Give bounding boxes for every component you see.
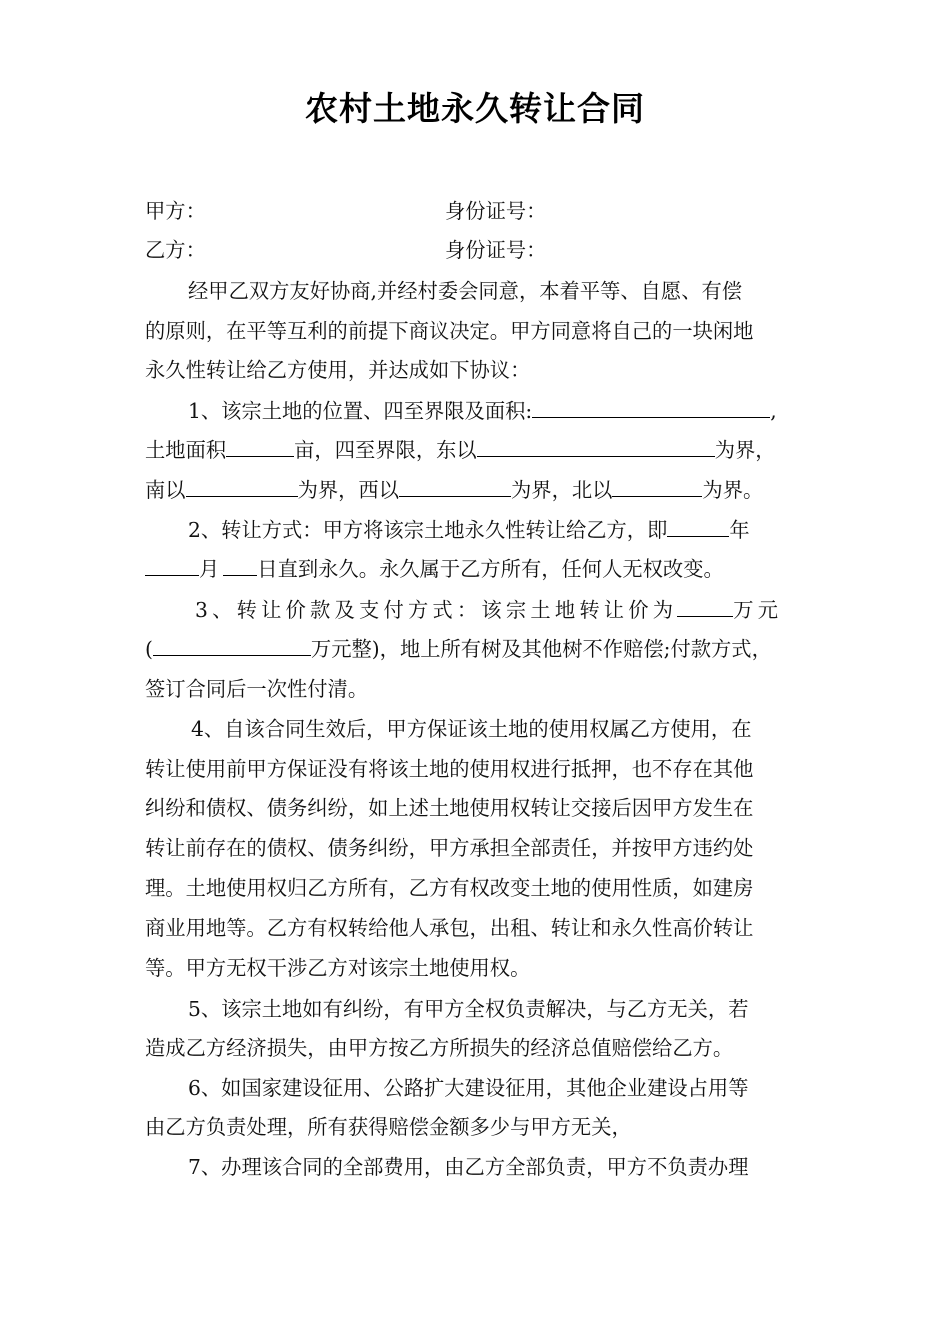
location-blank bbox=[532, 397, 770, 418]
price-words-blank bbox=[153, 635, 311, 656]
clause-4-line: 转让使用前甲方保证没有将该土地的使用权进行抵押，也不存在其他 bbox=[145, 757, 754, 781]
clause-5-line: 5、该宗土地如有纠纷，有甲方全权负责解决，与乙方无关，若 bbox=[188, 997, 749, 1021]
party-b-row bbox=[145, 235, 825, 265]
clause-3-line bbox=[195, 595, 875, 625]
clause-2-text: 2、转让方式：甲方将该宗土地永久性转让给乙方，即 bbox=[188, 518, 668, 542]
clause-3-rest: 万元整)，地上所有树及其他树不作赔偿;付款方式， bbox=[310, 637, 772, 661]
west-blank bbox=[399, 476, 511, 497]
clause-4-line: 纠纷和债权、债务纠纷，如上述土地使用权转让交接后因甲方发生在 bbox=[145, 796, 754, 820]
party-a-label: 甲方： bbox=[145, 199, 206, 223]
clause-4-line: 商业用地等。乙方有权转给他人承包，出租、转让和永久性高价转让 bbox=[145, 916, 754, 940]
intro-line: 永久性转让给乙方使用，并达成如下协议： bbox=[145, 358, 531, 382]
party-a-row bbox=[145, 196, 825, 226]
clause-3-text: 3、转让价款及支付方式：该宗土地转让价为 bbox=[195, 598, 678, 622]
intro-line: 经甲乙双方友好协商,并经村委会同意，本着平等、自愿、有偿 bbox=[188, 279, 743, 303]
clause-4-line: 4、自该合同生效后，甲方保证该土地的使用权属乙方使用，在 bbox=[191, 717, 752, 741]
clause-1-line bbox=[188, 396, 868, 426]
clause-1-line bbox=[145, 435, 825, 465]
south-blank bbox=[186, 476, 298, 497]
clause-2-line bbox=[145, 554, 825, 584]
party-b-id-label: 身份证号： bbox=[445, 238, 547, 262]
clause-3-line: 签订合同后一次性付清。 bbox=[145, 677, 369, 701]
west-label: 为界，西以 bbox=[297, 478, 399, 502]
price-unit: 万元 bbox=[733, 598, 783, 622]
clause-2-rest: 日直到永久。永久属于乙方所有，任何人无权改变。 bbox=[257, 557, 724, 581]
north-label: 为界，北以 bbox=[511, 478, 613, 502]
party-a-id-label: 身份证号： bbox=[445, 199, 547, 223]
north-blank bbox=[612, 476, 702, 497]
clause-4-line: 转让前存在的债权、债务纠纷，甲方承担全部责任，并按甲方违约处 bbox=[145, 836, 754, 860]
paren-open: ( bbox=[145, 637, 153, 661]
clause-1-end: 为界。 bbox=[702, 478, 764, 502]
price-blank bbox=[677, 596, 733, 617]
clause-1-comma: , bbox=[770, 399, 777, 423]
clause-6-line: 6、如国家建设征用、公路扩大建设征用，其他企业建设占用等 bbox=[188, 1076, 749, 1100]
month-blank bbox=[145, 555, 199, 576]
east-blank bbox=[477, 436, 715, 457]
document-title: 农村土地永久转让合同 bbox=[305, 89, 645, 128]
clause-4-line: 理。土地使用权归乙方所有，乙方有权改变土地的使用性质，如建房 bbox=[145, 876, 754, 900]
party-b-label: 乙方： bbox=[145, 238, 206, 262]
area-blank bbox=[226, 436, 294, 457]
intro-line: 的原则，在平等互利的前提下商议决定。甲方同意将自己的一块闲地 bbox=[145, 319, 754, 343]
clause-1-text: 1、该宗土地的位置、四至界限及面积: bbox=[188, 399, 533, 423]
east-end-text: 为界， bbox=[714, 438, 776, 462]
south-label: 南以 bbox=[145, 478, 186, 502]
year-label: 年 bbox=[729, 518, 750, 542]
clause-2-line bbox=[188, 515, 868, 545]
month-label: 月 bbox=[199, 557, 220, 581]
year-blank bbox=[667, 516, 729, 537]
clause-1-line bbox=[145, 475, 825, 505]
clause-7-line: 7、办理该合同的全部费用，由乙方全部负责，甲方不负责办理 bbox=[188, 1155, 749, 1179]
mu-text: 亩，四至界限，东以 bbox=[294, 438, 477, 462]
clause-3-line bbox=[145, 634, 825, 664]
clause-4-line: 等。甲方无权干涉乙方对该宗土地使用权。 bbox=[145, 956, 531, 980]
area-label: 土地面积 bbox=[145, 438, 227, 462]
clause-6-line: 由乙方负责处理，所有获得赔偿金额多少与甲方无关， bbox=[145, 1115, 632, 1139]
day-blank bbox=[223, 555, 257, 576]
clause-5-line: 造成乙方经济损失，由甲方按乙方所损失的经济总值赔偿给乙方。 bbox=[145, 1036, 734, 1060]
